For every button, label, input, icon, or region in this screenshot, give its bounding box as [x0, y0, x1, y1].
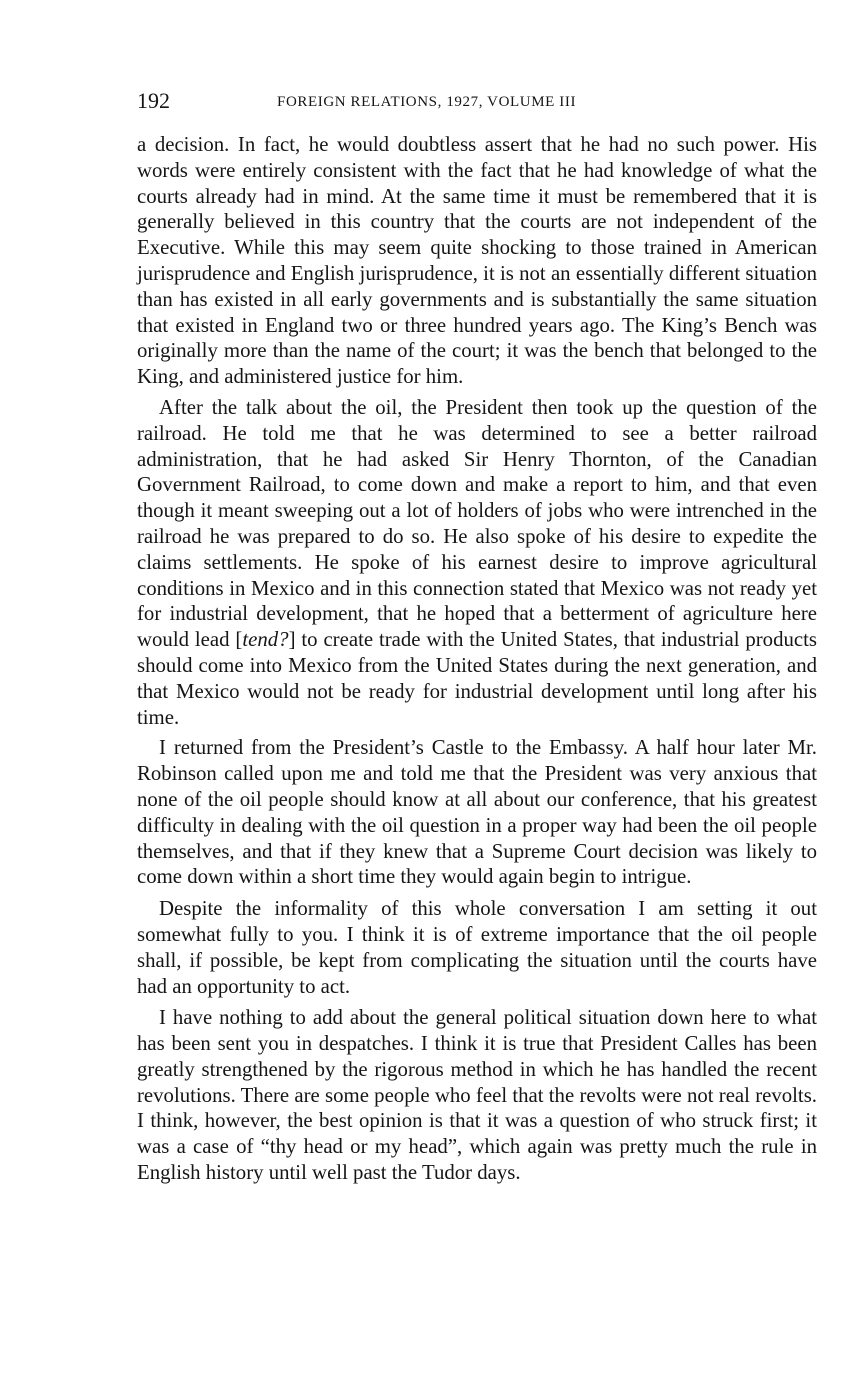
paragraph-3: I returned from the President’s Castle to the Embassy. A half hour later Mr. Robinson called upon me and told me that the President was very anxious that none of the oil people should know at all about our conference, that his greatest difficulty in dealing with the oil question in a proper way had been the oil people themselves, and that if they knew that a Supreme Court decision was likely to come down within a short time they would again begin to intrigue.	[137, 736, 817, 889]
paragraph-2	[137, 395, 817, 730]
paragraph-5: I have nothing to add about the general political situation down here to what has been sent you in despatches. I think it is true that President Calles has been greatly strengthened by the rigorous method in which he has handled the recent revolutions. There are some people who feel that the revolts were not real revolts. I think, however, the best opinion is that it was a question of who struck first; it was a case of “thy head or my head”, which again was pretty much the rule in English history until well past the Tudor days.	[137, 1006, 817, 1185]
editorial-insertion: tend?	[242, 628, 289, 652]
paragraph-2-text-before: After the talk about the oil, the President then took up the question of the railroad. He told me that he was determined to see a better railroad administration, that he had asked Sir Henry Thornton, of the Canadian Government Railroad, to come down and make a report to him, and that even though it meant sweeping out a lot of holders of jobs who were intrenched in the railroad he was prepared to do so. He also spoke of his desire to expedite the claims settlements. He spoke of his earnest desire to improve agricultural conditions in Mexico and in this connection stated that Mexico was not ready yet for industrial development, that he hoped that a betterment of agriculture here would lead [	[137, 395, 817, 652]
running-header	[137, 88, 817, 118]
paragraph-2-text-after: ] to create trade with the United States, that industrial products should come into Mexico from the United States during the next generation, and that Mexico would not be ready for industrial development until long after his time.	[137, 628, 817, 729]
paragraph-1: a decision. In fact, he would doubtless assert that he had no such power. His words were entirely consistent with the fact that he had knowledge of what the courts already had in mind. At the same time it must be remembered that it is generally believed in this country that the courts are not independent of the Executive. While this may seem quite shocking to those trained in American jurisprudence and English jurisprudence, it is not an essentially different situation than has existed in all early governments and is substantially the same situation that existed in England two or three hundred years ago. The King’s Bench was originally more than the name of the court; it was the bench that belonged to the King, and administered justice for him.	[137, 133, 817, 389]
page-number: 192	[137, 88, 170, 113]
header-title: FOREIGN RELATIONS, 1927, VOLUME III	[277, 94, 577, 110]
body-text	[137, 132, 817, 1186]
paragraph-4: Despite the informality of this whole conversation I am setting it out somewhat fully to you. I think it is of extreme importance that the oil people shall, if possible, be kept from complicating the situation until the courts have had an opportunity to act.	[137, 897, 817, 998]
